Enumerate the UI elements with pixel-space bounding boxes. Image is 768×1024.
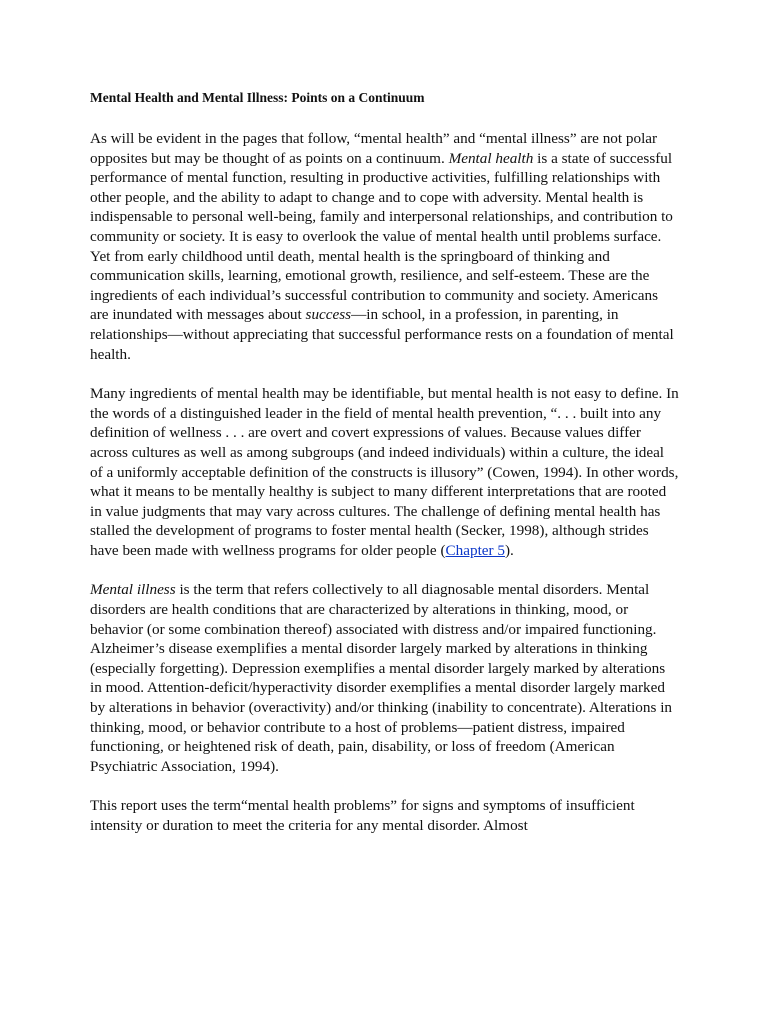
- paragraph-mental-illness: [90, 580, 680, 776]
- paragraph-text: —in school, in a profession, in parenting, in relationships—without appreciating that successful performance rests on a foundation of mental health.: [90, 306, 674, 363]
- paragraph-text: ).: [505, 541, 514, 559]
- paragraph-text: This report uses the term“mental health problems” for signs and symptoms of insufficient intensity or duration to meet the criteria for any mental disorder. Almost: [90, 797, 635, 834]
- paragraph-text: is the term that refers collectively to all diagnosable mental disorders. Mental disorders are health conditions that are characterized by alterations in thinking, mood, or behavior (or some combination thereof) associated with distress and/or impaired functioning. Alzheimer’s disease exemplifies a mental disorder largely marked by alterations in thinking (especially forgetting). Depression exemplifies a mental disorder largely marked by alterations in mood. Attention-deficit/hyperactivity disorder exemplifies a mental disorder largely marked by alterations in behavior (overactivity) and/or thinking (inability to concentrate). Alterations in thinking, mood, or behavior contribute to a host of problems—patient distress, impaired functioning, or heightened risk of death, pain, disability, or loss of freedom (American Psychiatric Association, 1994).: [90, 581, 673, 775]
- paragraph-text: As will be evident in the pages that follow, “mental health” and “mental illness” are not polar opposites but may be thought of as points on a continuum.: [90, 130, 658, 167]
- emphasis-term: success: [305, 306, 352, 324]
- chapter-5-link[interactable]: Chapter 5: [445, 541, 505, 559]
- paragraph-mental-health-problems: [90, 796, 680, 835]
- document-page: [90, 88, 680, 856]
- section-heading: Mental Health and Mental Illness: Points on a Continuum: [90, 90, 425, 105]
- emphasis-term: Mental illness: [90, 581, 176, 599]
- emphasis-term: Mental health: [448, 149, 534, 167]
- paragraph-defining-mental-health: [90, 384, 680, 560]
- paragraph-text: Many ingredients of mental health may be identifiable, but mental health is not easy to define. In the words of a distinguished leader in the field of mental health prevention, “. . . built into any definition of wellness . . . are overt and covert expressions of values. Because values differ across cultures as well as among subgroups (and indeed individuals) within a culture, the ideal of a uniformly acceptable definition of the constructs is illusory” (Cowen, 1994). In other words, what it means to be mentally healthy is subject to many different interpretations that are rooted in value judgments that may vary across cultures. The challenge of defining mental health has stalled the development of programs to foster mental health (Secker, 1998), although strides have been made with wellness programs for older people (: [90, 385, 679, 559]
- paragraph-mental-health-definition: [90, 129, 680, 364]
- paragraph-text: is a state of successful performance of mental function, resulting in productive activities, fulfilling relationships with other people, and the ability to adapt to change and to cope with adversity. Mental health is indispensable to personal well-being, family and interpersonal relationships, and contribution to community or society. It is easy to overlook the value of mental health until problems surface. Yet from early childhood until death, mental health is the springboard of thinking and communication skills, learning, emotional growth, resilience, and self-esteem. These are the ingredients of each individual’s successful contribution to community and society. Americans are inundated with messages about: [90, 149, 673, 324]
